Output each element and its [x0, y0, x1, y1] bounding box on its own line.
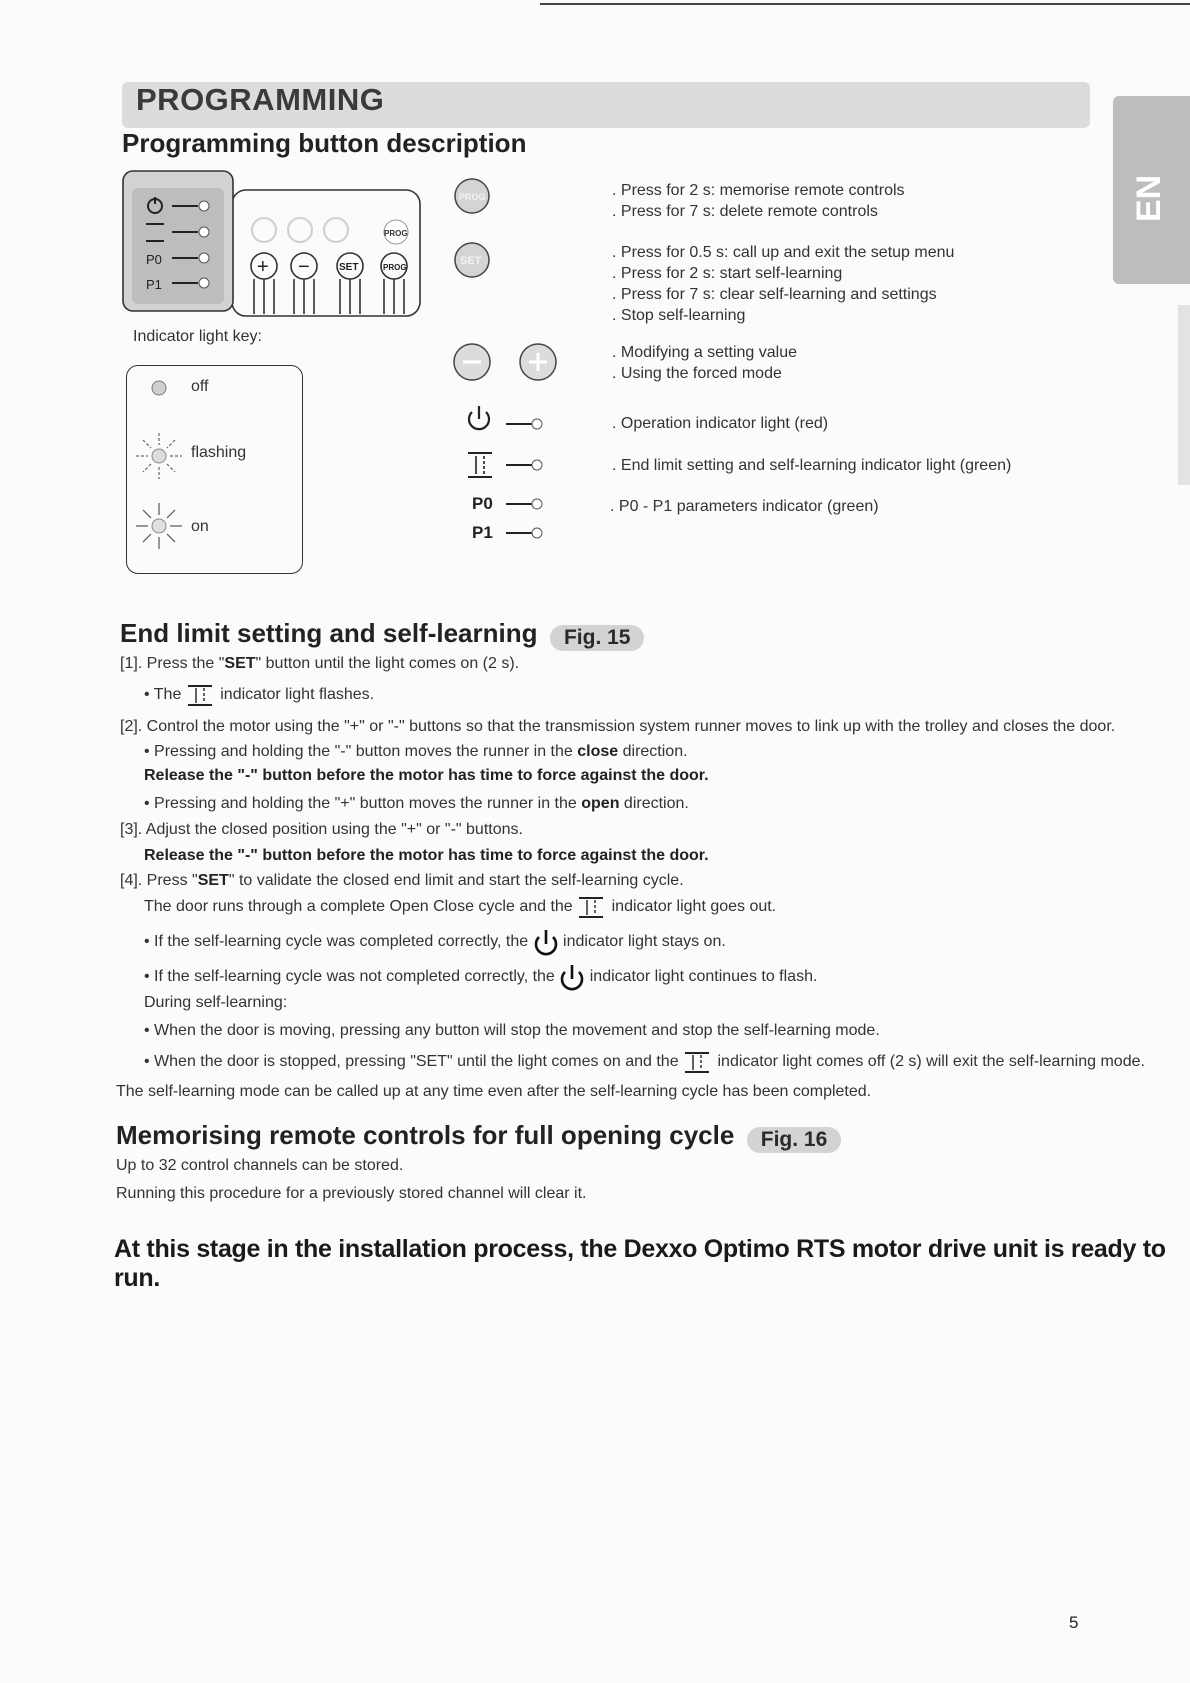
plus-minus-description: . Modifying a setting value . Using the forced mode	[612, 344, 797, 382]
power-light-description: . Operation indicator light (red)	[612, 415, 829, 432]
step-4: [4]. Press "SET" to validate the closed end limit and start the self-learning cycle.	[120, 872, 684, 889]
p1-label: P1	[472, 523, 493, 542]
svg-text:SET: SET	[460, 255, 482, 267]
step-2: [2]. Control the motor using the "+" or "-" buttons so that the transmission system runner moves to link up with the trolley and closes the door.	[120, 718, 1116, 735]
release-warning-2: Release the "-" button before the motor has time to force against the door.	[144, 847, 709, 864]
panel-p1-label: P1	[146, 277, 162, 292]
door-stopped-note: • When the door is stopped, pressing "SET" until the light comes on and the indicator light comes off (2 s) will exit the self-learning mode.	[144, 1050, 1145, 1074]
set-button-icon	[452, 240, 492, 280]
p0-label: P0	[472, 494, 493, 513]
p0-p1-description: . P0 - P1 parameters indicator (green)	[610, 498, 879, 515]
power-light-icon	[466, 404, 566, 434]
fig-16-badge: Fig. 16	[747, 1127, 842, 1153]
power-inline-icon	[559, 963, 585, 991]
fig-15-badge: Fig. 15	[550, 625, 645, 651]
prog-description: . Press for 2 s: memorise remote controls . Press for 7 s: delete remote controls	[612, 182, 905, 220]
scan-edge	[1178, 305, 1190, 485]
step-1-bullet: • The indicator light flashes.	[144, 683, 374, 707]
top-rule	[540, 3, 1190, 5]
page-number: 5	[1069, 1613, 1079, 1632]
panel-prog: PROG	[383, 263, 407, 272]
key-flashing-label: flashing	[191, 444, 247, 461]
p0-p1-lights-icon	[504, 494, 564, 544]
memorising-line-1: Up to 32 control channels can be stored.	[116, 1157, 404, 1174]
power-inline-icon	[533, 928, 559, 956]
page-title: PROGRAMMING	[136, 82, 385, 117]
end-limit-inline-icon	[186, 683, 216, 707]
panel-plus: +	[257, 256, 269, 278]
key-off-label: off	[191, 378, 209, 395]
off-light-icon	[147, 376, 171, 400]
end-limit-inline-icon	[683, 1050, 713, 1074]
indicator-key-title: Indicator light key:	[133, 328, 262, 345]
memorising-title: Memorising remote controls for full opening cycle	[116, 1120, 735, 1150]
self-learning-ok: • If the self-learning cycle was completed correctly, the indicator light stays on.	[144, 928, 726, 956]
minus-plus-buttons-icon	[452, 340, 562, 384]
panel-minus: −	[298, 256, 310, 278]
self-learning-fail: • If the self-learning cycle was not completed correctly, the indicator light continues to flash.	[144, 963, 817, 991]
step-2-bullet-open: • Pressing and holding the "+" button moves the runner in the open direction.	[144, 795, 689, 813]
end-limit-light-icon	[466, 450, 566, 480]
step-3: [3]. Adjust the closed position using the "+" or "-" buttons.	[120, 821, 523, 838]
indicator-key-box	[126, 365, 303, 574]
memorising-line-2: Running this procedure for a previously stored channel will clear it.	[116, 1185, 587, 1202]
panel-set: SET	[339, 262, 359, 273]
step-4-cycle: The door runs through a complete Open Close cycle and the indicator light goes out.	[144, 895, 776, 919]
end-limit-heading	[120, 618, 644, 651]
button-description-title: Programming button description	[122, 128, 527, 158]
ready-to-run-statement: At this stage in the installation process, the Dexxo Optimo RTS motor drive unit is ready to run.	[114, 1235, 1166, 1292]
set-description: . Press for 0.5 s: call up and exit the setup menu . Press for 2 s: start self-learning . Press for 7 s: clear self-learning and settings . Stop self-learning	[612, 244, 955, 324]
door-moving-note: • When the door is moving, pressing any button will stop the movement and stop the self-learning mode.	[144, 1022, 880, 1040]
key-on-label: on	[191, 518, 209, 535]
end-limit-light-description: . End limit setting and self-learning indicator light (green)	[612, 457, 1012, 474]
end-limit-title: End limit setting and self-learning	[120, 618, 538, 648]
flashing-light-icon	[131, 428, 187, 484]
on-light-icon	[131, 498, 187, 554]
control-panel-illustration	[120, 168, 425, 318]
panel-prog-small: PROG	[384, 229, 408, 238]
svg-text:PROG: PROG	[459, 192, 486, 202]
step-1: [1]. Press the "SET" button until the light comes on (2 s).	[120, 655, 520, 672]
step-2-bullet-close: • Pressing and holding the "-" button moves the runner in the close direction.	[144, 743, 688, 761]
release-warning-1: Release the "-" button before the motor has time to force against the door.	[144, 767, 709, 784]
self-learning-anytime: The self-learning mode can be called up at any time even after the self-learning cycle has been completed.	[116, 1083, 872, 1100]
memorising-heading	[116, 1120, 841, 1153]
prog-button-icon	[452, 176, 492, 216]
during-self-learning: During self-learning:	[144, 994, 288, 1011]
language-tab-label: EN	[1130, 174, 1168, 222]
end-limit-inline-icon	[577, 895, 607, 919]
panel-p0-label: P0	[146, 252, 162, 267]
